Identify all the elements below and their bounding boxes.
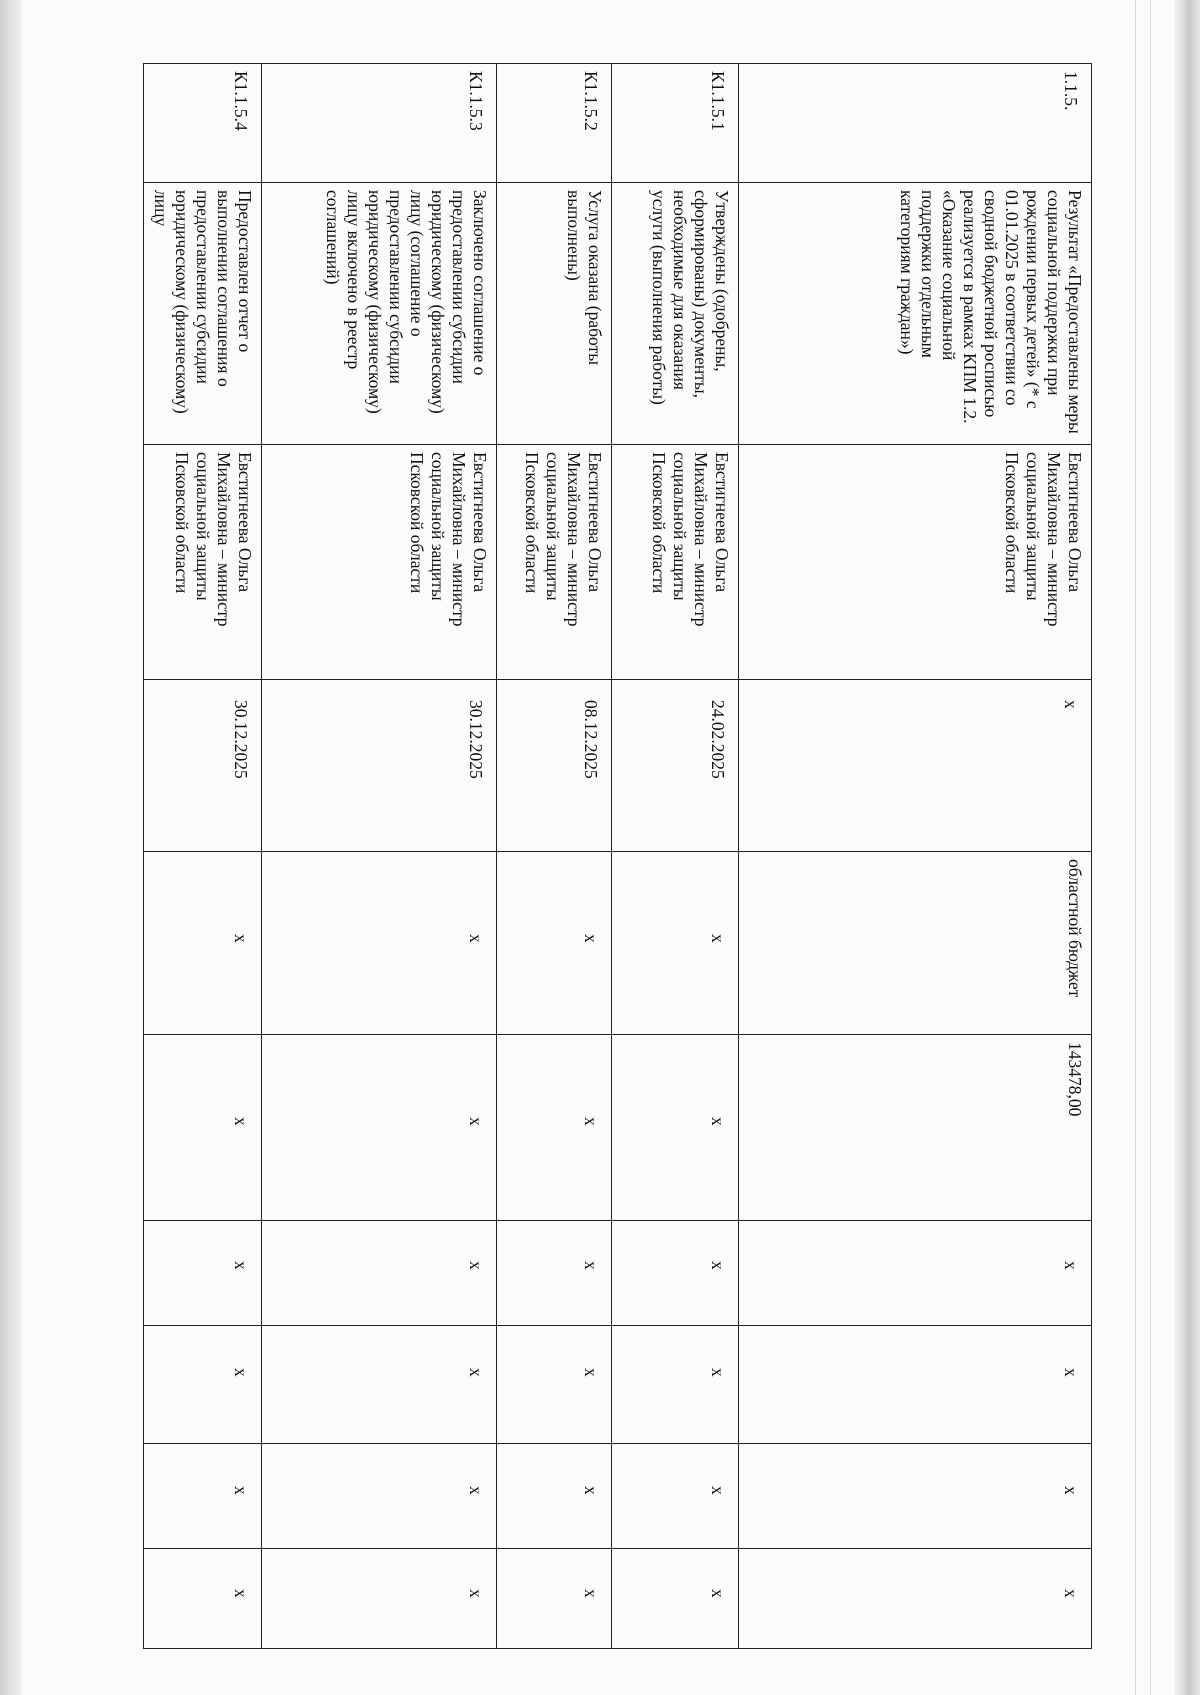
row-cell: x	[497, 1326, 612, 1444]
row-title: Услуга оказана (работы выполнены)	[497, 183, 612, 445]
row-date: 30.12.2025	[144, 680, 262, 852]
row-cell: x	[144, 1326, 262, 1444]
row-source: областной бюджет	[739, 852, 1092, 1035]
row-cell: x	[612, 1549, 739, 1649]
scan-artifact-line	[1135, 0, 1136, 1695]
row-cell: x	[144, 1444, 262, 1549]
row-amount: x	[262, 1035, 497, 1221]
row-amount: x	[144, 1035, 262, 1221]
row-cell: x	[612, 1221, 739, 1326]
row-source: x	[144, 852, 262, 1035]
row-cell: x	[612, 1326, 739, 1444]
row-title: Заключено соглашение о предоставлении субсидии юридическому (физическому) лицу (соглашение о предоставлении субсидии юридическому (физическому) лицу включено в реестр соглашений)	[262, 183, 497, 445]
row-number: К1.1.5.4	[144, 64, 262, 183]
row-cell: x	[612, 1444, 739, 1549]
row-number: К1.1.5.1	[612, 64, 739, 183]
row-title: Утверждены (одобрены, сформированы) документы, необходимые для оказания услуги (выполнения работы)	[612, 183, 739, 445]
row-cell: x	[497, 1549, 612, 1649]
row-responsible: Евстигнеева Ольга Михайловна – министр социальной защиты Псковской области	[262, 445, 497, 680]
row-cell: x	[739, 1326, 1092, 1444]
row-source: x	[612, 852, 739, 1035]
plan-table	[143, 63, 1092, 1649]
row-cell: x	[144, 1549, 262, 1649]
row-responsible: Евстигнеева Ольга Михайловна – министр социальной защиты Псковской области	[739, 445, 1092, 680]
row-number: 1.1.5.	[739, 64, 1092, 183]
row-amount: x	[612, 1035, 739, 1221]
row-source: x	[497, 852, 612, 1035]
row-cell: x	[497, 1221, 612, 1326]
row-cell: x	[144, 1221, 262, 1326]
row-cell: x	[262, 1221, 497, 1326]
table-row	[497, 64, 612, 1649]
row-cell: x	[262, 1549, 497, 1649]
row-title: Результат «Предоставлены меры социальной поддержки при рождении первых детей» (* с 01.01.2025 в соответствии со сводной бюджетной росписью реализуется в рамках КПМ 1.2. «Оказание социальной поддержки отдельным категориям граждан»)	[739, 183, 1092, 445]
row-cell: x	[262, 1326, 497, 1444]
row-date: x	[739, 680, 1092, 852]
row-cell: x	[262, 1444, 497, 1549]
row-date: 30.12.2025	[262, 680, 497, 852]
scan-artifact-line	[1150, 0, 1151, 1695]
row-responsible: Евстигнеева Ольга Михайловна – министр социальной защиты Псковской области	[497, 445, 612, 680]
scan-edge-left	[0, 0, 22, 1695]
row-responsible: Евстигнеева Ольга Михайловна – министр социальной защиты Псковской области	[612, 445, 739, 680]
row-cell: x	[739, 1221, 1092, 1326]
table-row	[739, 64, 1092, 1649]
row-date: 08.12.2025	[497, 680, 612, 852]
rotated-table-wrapper	[151, 63, 1092, 1648]
row-cell: x	[739, 1549, 1092, 1649]
row-amount: x	[497, 1035, 612, 1221]
row-source: x	[262, 852, 497, 1035]
row-date: 24.02.2025	[612, 680, 739, 852]
table-row	[144, 64, 262, 1649]
row-number: К1.1.5.2	[497, 64, 612, 183]
scan-edge-right	[1174, 0, 1200, 1695]
table-row	[262, 64, 497, 1649]
row-responsible: Евстигнеева Ольга Михайловна – министр социальной защиты Псковской области	[144, 445, 262, 680]
row-title: Предоставлен отчет о выполнении соглашения о предоставлении субсидии юридическому (физическому) лицу	[144, 183, 262, 445]
table-row	[612, 64, 739, 1649]
row-cell: x	[739, 1444, 1092, 1549]
row-number: К1.1.5.3	[262, 64, 497, 183]
row-cell: x	[497, 1444, 612, 1549]
row-amount: 143478,00	[739, 1035, 1092, 1221]
